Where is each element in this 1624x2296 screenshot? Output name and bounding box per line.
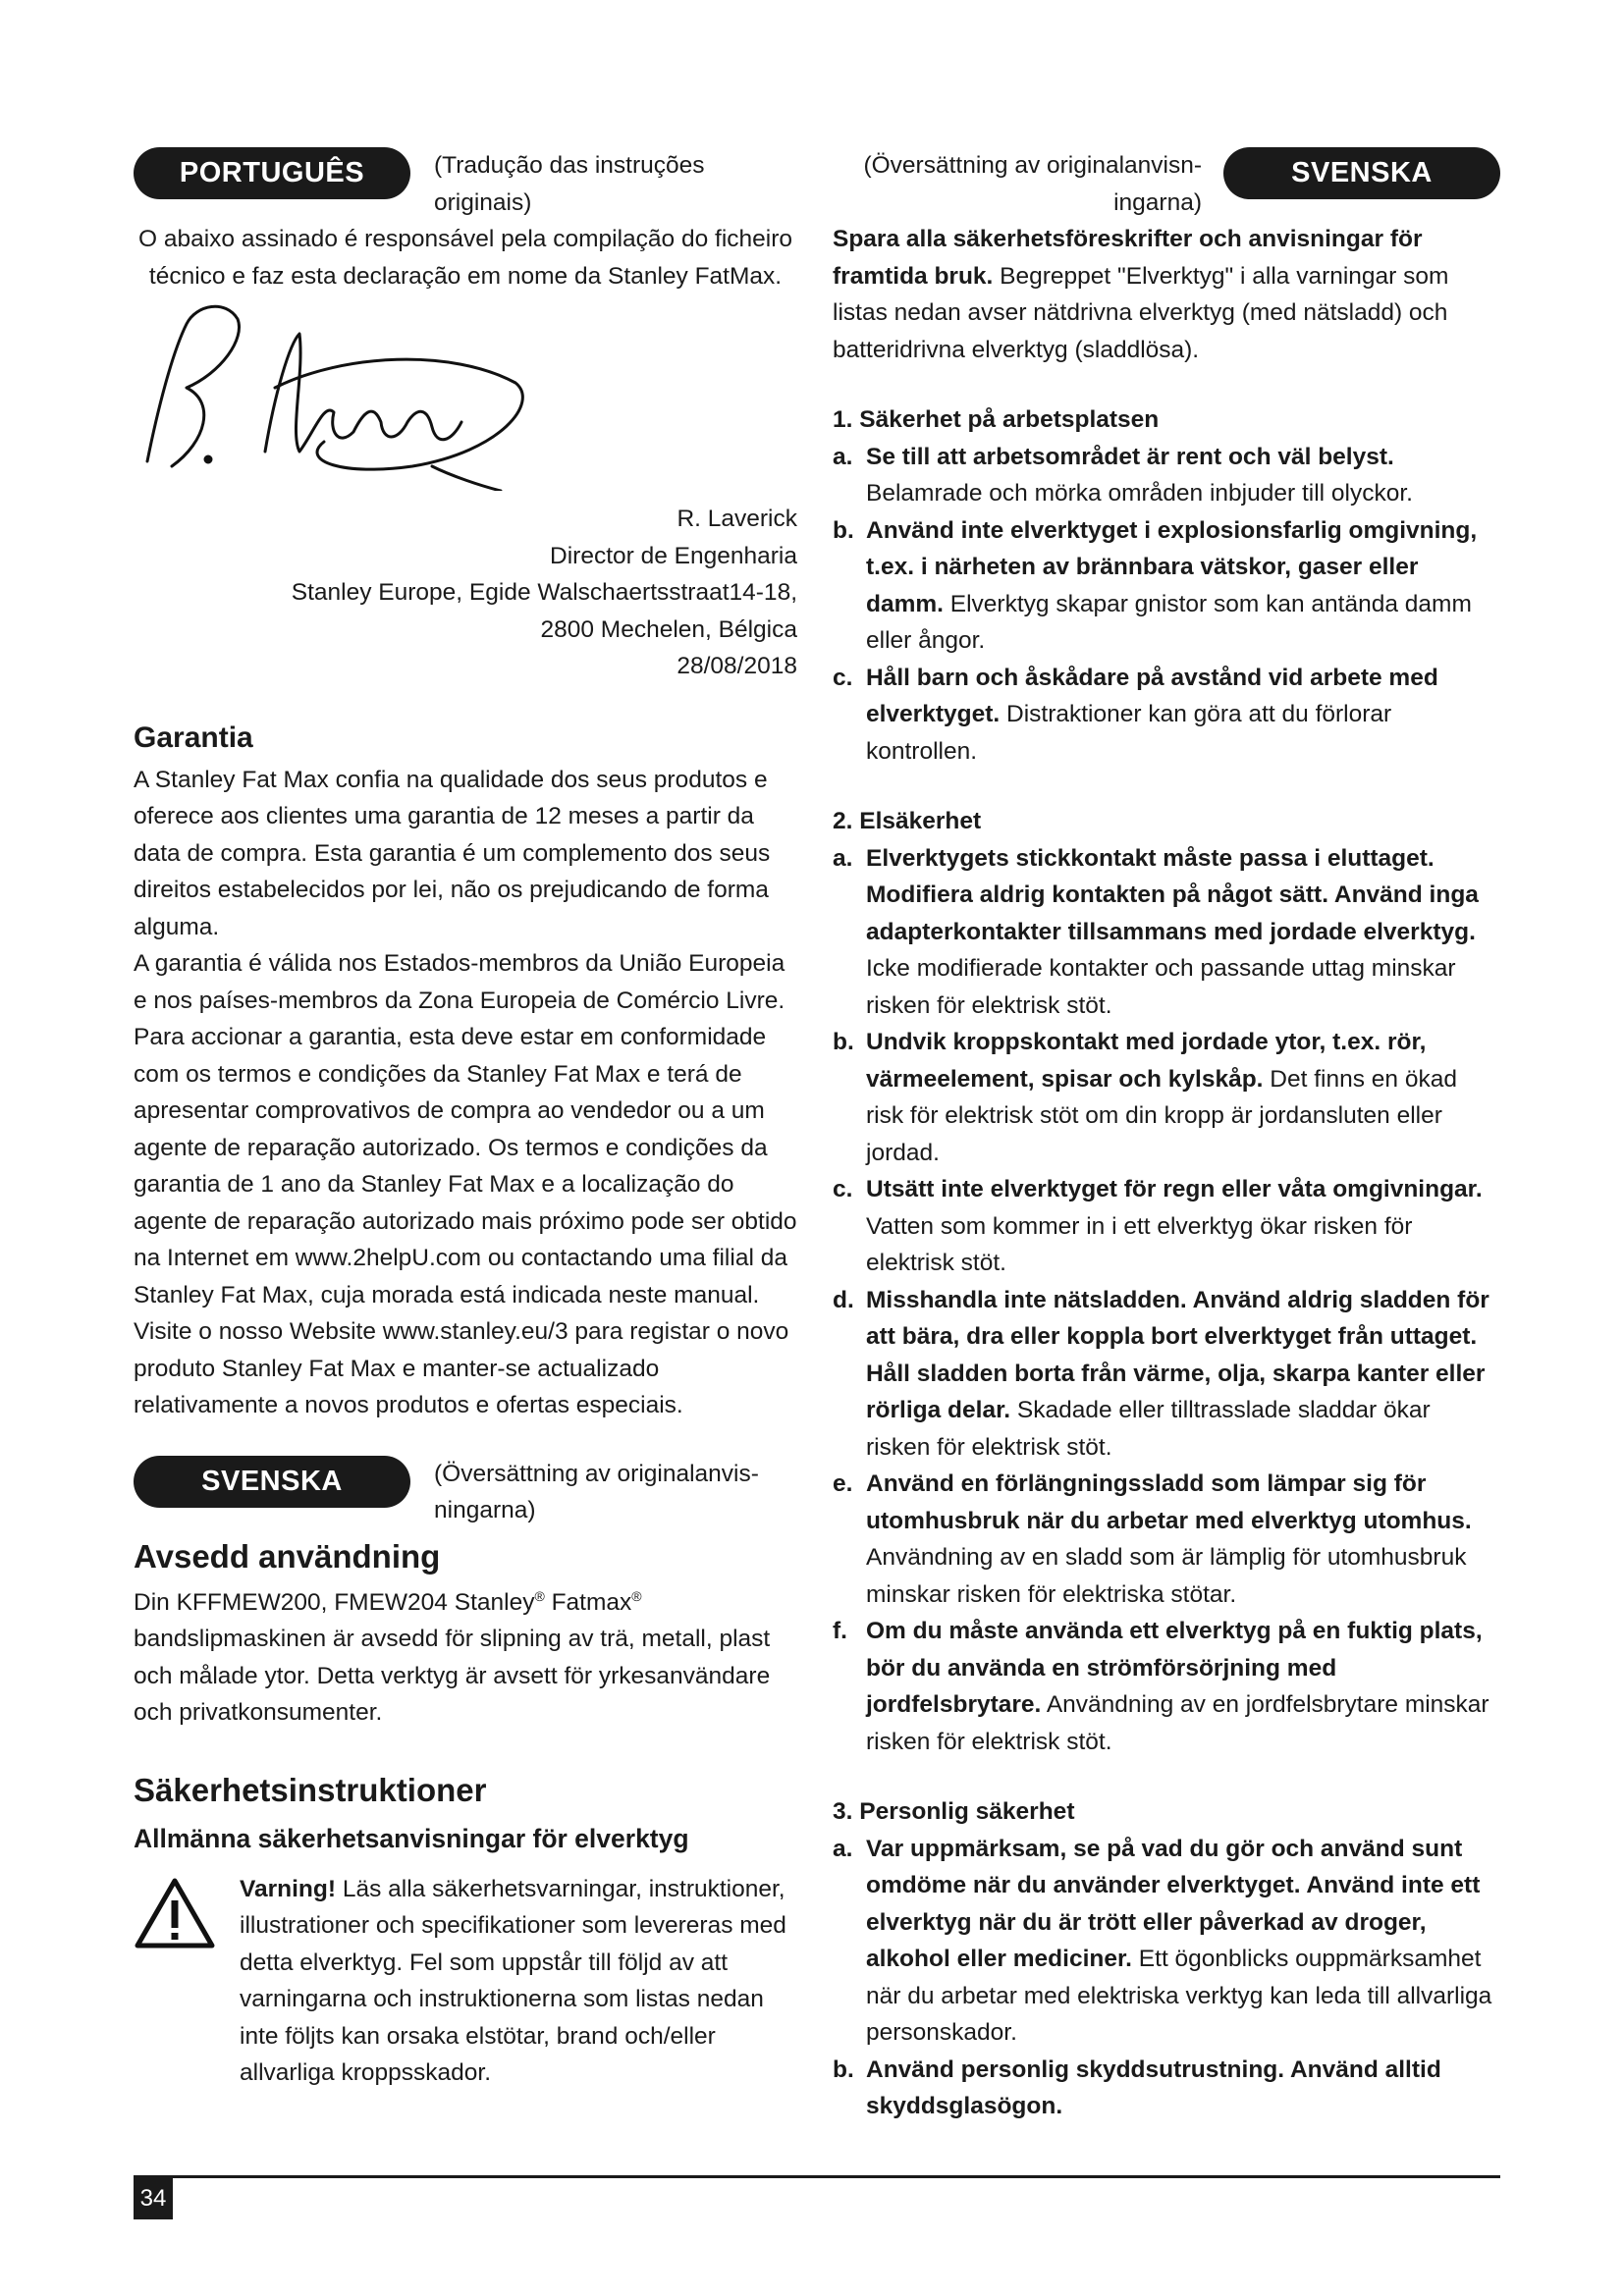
- intended-use-text-1: Din KFFMEW200, FMEW204 Stanley: [134, 1588, 535, 1616]
- list-item-normal: Belamrade och mörka områden inbjuder till olyckor.: [866, 480, 1413, 507]
- registered-mark: ®: [631, 1587, 642, 1604]
- swedish-header-left: [134, 1456, 797, 1529]
- warning-body: Läs alla säkerhetsvarningar, instruktioner, illustrationer och specifikationer som levereras med detta elverktyg. Fel som uppstår till följd av att varningarna och instruktionerna som listas nedan inte följts kan orsaka elstötar, brand och/eller allvarliga kroppsskador.: [240, 1875, 786, 2087]
- warranty-paragraph-1: A Stanley Fat Max confia na qualidade dos seus produtos e oferece aos clientes uma garantia de 12 meses a partir da data de compra. Esta garantia é um complemento dos seus direitos estabelecidos por lei, não os prejudicando de forma alguma.: [134, 766, 771, 940]
- general-safety-heading: Allmänna säkerhetsanvisningar för elverktyg: [134, 1823, 689, 1853]
- list-item-normal: Det finns en ökad risk för elektrisk stöt om din kropp är jordansluten eller jordad.: [866, 1065, 1457, 1166]
- right-column: [833, 147, 1500, 2125]
- list-item-normal: Icke modifierade kontakter och passande uttag minskar risken för elektrisk stöt.: [866, 955, 1456, 1019]
- list-item-bold: Utsätt inte elverktyget för regn eller våta omgivningar.: [866, 1176, 1483, 1202]
- warning-label: Varning!: [240, 1875, 337, 1902]
- list-item-normal: Användning av en sladd som är lämplig för utomhusbruk minskar risken för elektriska stötar.: [866, 1544, 1467, 1608]
- list-item-text: [866, 2052, 1500, 2125]
- warranty-heading: Garantia: [134, 721, 253, 754]
- list-item: [833, 1831, 1500, 2052]
- list-item-text: [866, 439, 1500, 512]
- list-item-bold: Om du måste använda ett elverktyg på en fuktig plats, bör du använda en strömförsörjning med jordfelsbrytare.: [866, 1618, 1483, 1718]
- list-item-normal: Användning av en jordfelsbrytare minskar risken för elektrisk stöt.: [866, 1691, 1489, 1755]
- list-item: [833, 660, 1500, 771]
- list-item-normal: Elverktyg skapar gnistor som kan antända damm eller ångor.: [866, 590, 1472, 654]
- warning-text: [240, 1871, 797, 2092]
- list-item-key: c.: [833, 664, 853, 691]
- signer-name: R. Laverick: [677, 506, 797, 532]
- list-item: [833, 1282, 1500, 1467]
- page-number: 34: [134, 2178, 173, 2219]
- section-2-title: 2. Elsäkerhet: [833, 808, 982, 834]
- list-item-bold: Använd inte elverktyget i explosionsfarlig omgivning, t.ex. i närheten av brännbara vätskor, gaser eller damm.: [866, 516, 1478, 617]
- section-1-title: 1. Säkerhet på arbetsplatsen: [833, 406, 1160, 433]
- section-2-list: [833, 840, 1500, 1761]
- list-item-bold: Använd personlig skyddsutrustning. Använd alltid skyddsglasögon.: [866, 2056, 1441, 2119]
- section-3-title: 3. Personlig säkerhet: [833, 1798, 1075, 1825]
- translation-note-pt: (Tradução das instruções originais): [434, 152, 705, 216]
- safety-instructions-heading: Säkerhetsinstruktioner: [134, 1771, 487, 1808]
- declaration-statement: O abaixo assinado é responsável pela compilação do ficheiro técnico e faz esta declaração em nome da Stanley FatMax.: [138, 226, 792, 290]
- intro-paragraph: [833, 221, 1500, 368]
- list-item-key: b.: [833, 516, 854, 544]
- language-badge-portuguese: PORTUGUÊS: [134, 147, 410, 199]
- signature-image: [128, 294, 540, 491]
- section-3-list: [833, 1831, 1500, 2125]
- list-item-bold: Undvik kroppskontakt med jordade ytor, t.ex. rör, värmeelement, spisar och kylskåp.: [866, 1029, 1427, 1093]
- list-item-text: [866, 840, 1500, 1025]
- intended-use-text-3: bandslipmaskinen är avsedd för slipning av trä, metall, plast och målade ytor. Detta verktyg är avsett för yrkesanvändare och privatkonsumenter.: [134, 1626, 771, 1727]
- signature-area: [134, 294, 797, 501]
- list-item-key: b.: [833, 2056, 854, 2083]
- list-item-key: c.: [833, 1176, 853, 1202]
- list-item-text: [866, 1466, 1500, 1613]
- list-item-bold: Var uppmärksam, se på vad du gör och använd sunt omdöme när du använder elverktyget. Använd inte ett elverktyg när du är trött eller påverkad av droger, alkohol eller mediciner.: [866, 1835, 1481, 1972]
- list-item-text: [866, 512, 1500, 660]
- list-item-key: a.: [833, 443, 853, 470]
- footer-rule: [134, 2175, 1500, 2178]
- portuguese-header: [134, 147, 797, 221]
- language-badge-swedish-right: SVENSKA: [1223, 147, 1500, 199]
- list-item-bold: Elverktygets stickkontakt måste passa i eluttaget. Modifiera aldrig kontakten på något sätt. Använd inga adapterkontakter tillsammans med jordade elverktyg.: [866, 844, 1479, 945]
- left-column: [134, 147, 797, 2092]
- language-badge-swedish: SVENSKA: [134, 1456, 410, 1508]
- list-item-text: [866, 1831, 1500, 2052]
- list-item-text: [866, 1171, 1500, 1282]
- list-item-normal: Distraktioner kan göra att du förlorar kontrollen.: [866, 701, 1392, 765]
- list-item-bold: Använd en förlängningssladd som lämpar sig för utomhusbruk när du arbetar med elverktyg utomhus.: [866, 1470, 1472, 1534]
- translation-note-sv: (Översättning av originalanvis-ningarna): [434, 1460, 759, 1523]
- list-item-key: d.: [833, 1286, 854, 1313]
- intended-use-heading: Avsedd användning: [134, 1537, 441, 1575]
- list-item-text: [866, 1024, 1500, 1171]
- list-item: [833, 840, 1500, 1025]
- list-item-bold: Misshandla inte nätsladden. Använd aldrig sladden för att bära, dra eller koppla bort elverktyget från uttaget. Håll sladden borta från värme, olja, skarpa kanter eller rörliga delar.: [866, 1286, 1489, 1423]
- list-item-text: [866, 1613, 1500, 1760]
- list-item-key: b.: [833, 1029, 854, 1055]
- intro-text: Begreppet "Elverktyg" i alla varningar som listas nedan avser nätdrivna elverktyg (med nätsladd) och batteridrivna elverktyg (sladdlösa).: [833, 262, 1449, 363]
- section-1-list: [833, 439, 1500, 771]
- swedish-header-right: [833, 147, 1500, 221]
- list-item-key: a.: [833, 844, 853, 872]
- signer-date: 28/08/2018: [677, 653, 797, 679]
- list-item: [833, 512, 1500, 660]
- list-item: [833, 1466, 1500, 1613]
- list-item: [833, 439, 1500, 512]
- warning-block: [134, 1871, 797, 2092]
- list-item: [833, 2052, 1500, 2125]
- intended-use-paragraph: [134, 1578, 797, 1732]
- list-item-bold: Håll barn och åskådare på avstånd vid arbete med elverktyget.: [866, 664, 1438, 727]
- warranty-paragraph-2: A garantia é válida nos Estados-membros da União Europeia e nos países-membros da Zona Europeia de Comércio Livre. Para accionar a garantia, esta deve estar em conformidade com os termos e condições da Stanley Fat Max e terá de apresentar comprovativos de compra ao vendedor ou a um agente de reparação autorizado. Os termos e condições da garantia de 1 ano da Stanley Fat Max e a localização do agente de reparação autorizado mais próximo pode ser obtido na Internet em www.2helpU.com ou contactando uma filial da Stanley Fat Max, cuja morada está indicada neste manual. Visite o nosso Website www.stanley.eu/3 para registar o novo produto Stanley Fat Max e manter-se actualizado relativamente a novos produtos e ofertas especiais.: [134, 950, 797, 1418]
- list-item-normal: Vatten som kommer in i ett elverktyg ökar risken för elektrisk stöt.: [866, 1212, 1413, 1276]
- list-item-key: a.: [833, 1835, 853, 1862]
- signer-city: 2800 Mechelen, Bélgica: [540, 615, 797, 643]
- signer-company: Stanley Europe, Egide Walschaertsstraat14-18,: [291, 579, 797, 606]
- list-item-normal: Ett ögonblicks ouppmärksamhet när du arbetar med elektriska verktyg kan leda till allvarliga personskador.: [866, 1946, 1492, 2046]
- list-item-text: [866, 660, 1500, 771]
- list-item: [833, 1024, 1500, 1171]
- list-item-bold: Se till att arbetsområdet är rent och väl belyst.: [866, 443, 1394, 470]
- intended-use-text-2: Fatmax: [544, 1588, 632, 1616]
- list-item-normal: Skadade eller tilltrasslade sladdar ökar risken för elektrisk stöt.: [866, 1397, 1431, 1461]
- list-item: [833, 1613, 1500, 1760]
- registered-mark: ®: [534, 1587, 545, 1604]
- warning-triangle-icon: [134, 1871, 216, 2092]
- list-item-text: [866, 1282, 1500, 1467]
- intro-bold: Spara alla säkerhetsföreskrifter och anvisningar för framtida bruk.: [833, 226, 1423, 290]
- list-item-key: e.: [833, 1470, 853, 1497]
- list-item-key: f.: [833, 1618, 847, 1644]
- list-item: [833, 1171, 1500, 1282]
- signer-title: Director de Engenharia: [550, 542, 797, 569]
- translation-note-sv-right: (Översättning av originalanvisn-ingarna): [863, 152, 1202, 216]
